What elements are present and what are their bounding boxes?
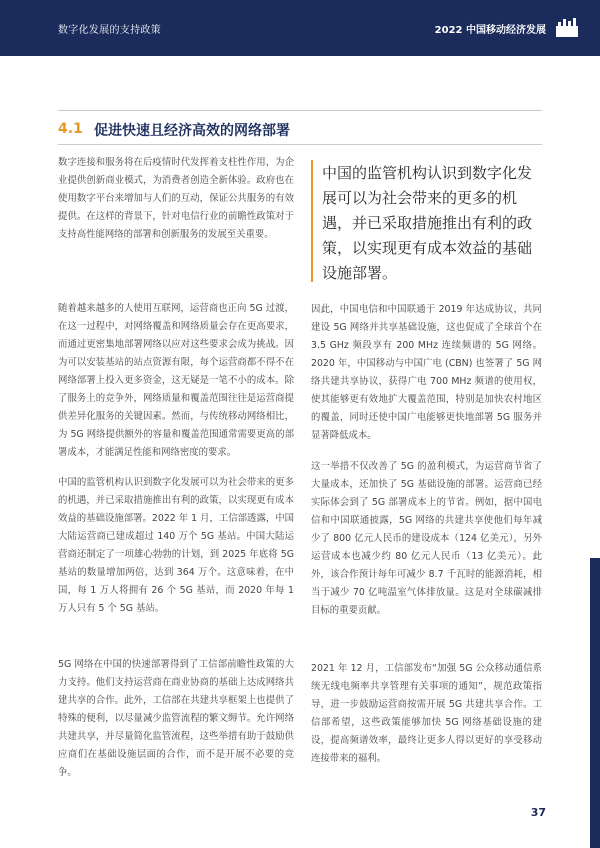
pull-quote-bar: [311, 160, 313, 282]
paragraph-left-4: 5G 网络在中国的快速部署得到了工信部前瞻性政策的大力支持。他们支持运营商在商业协商的基础上达成网络共建共享的合作。此外，工信部在共建共享框架上也提供了特殊的便利，以尽量减少监管流程的繁文缛节。允许网络共建共享，并尽量简化监管流程，这些举措有助于鼓励供应商们在基础设施层面的合作，而不是开展不必要的竞争。: [58, 659, 294, 778]
page-header: [0, 0, 600, 56]
divider: [58, 110, 542, 111]
gsma-logo-icon: [554, 14, 580, 40]
paragraph-right-2: 这一举措不仅改善了 5G 的盈利模式，为运营商节省了大量成本，还加快了 5G 基础设施的部署。运营商已经实际体会到了 5G 部署成本上的节省。例如，据中国电信和中国联通披露，5G 网络的共建共享使他们每年减少了 800 亿元人民币的建设成本（124 亿美元），另外运营成本也减少约 80 亿元人民币（13 亿美元）。此外，该合作预计每年可减少 8.7 千瓦时的能源消耗，相当于减少 70 亿吨温室气体排放量。这是对全球碳减排目标的重要贡献。: [311, 461, 542, 616]
paragraph-right-1: 因此，中国电信和中国联通于 2019 年达成协议，共同建设 5G 网络并共享基础设施，这也促成了全球首个在 3.5 GHz 频段享有 200 MHz 连续频谱的 5G 网络。2020 年，中国移动与中国广电 (CBN) 也签署了 5G 网络共建共享协议，获得广电 700 MHz 频谱的使用权，使其能够更有效地扩大覆盖范围，特别是加快农村地区的覆盖，同时还使中国广电能够更快地部署 5G 服务并显著降低成本。: [311, 304, 542, 441]
page-number: 37: [530, 806, 546, 819]
section-heading: 促进快速且经济高效的网络部署: [94, 123, 290, 139]
paragraph-right-3: 2021 年 12 月，工信部发布“加强 5G 公众移动通信系统无线电频率共享管理有关事项的通知”，规范政策指导，进一步鼓励运营商按需开展 5G 共建共享合作。工信部希望，这些政策能够加快 5G 网络基础设施的建设，提高频谱效率，最终让更多人得以更好的享受移动连接带来的福利。: [311, 663, 542, 764]
pull-quote: 中国的监管机构认识到数字化发展可以为社会带来的更多的机遇，并已采取措施推出有利的政策，以实现更有成本效益的基础设施部署。: [322, 164, 533, 282]
paragraph-left-2: 随着越来越多的人使用互联网，运营商也正向 5G 过渡，在这一过程中，对网络覆盖和网络质量会存在更高要求，而通过更密集地部署网络以应对这些要求会成为挑战。因为可以安装基站的站点资源有限，每个运营商都不得不在网络部署上投入更多资金，这无疑是一笔不小的成本。除了服务上的竞争外，网络质量和覆盖范围往往是运营商提供差异化服务的关键因素。然而，与传统移动网络相比，为 5G 网络提供额外的容量和覆盖范围通常需要更高的部署成本，才能满足性能和网络密度的要求。: [58, 303, 294, 458]
paragraph-left-1: 数字连接和服务将在后疫情时代发挥着支柱性作用，为企业提供创新商业模式，为消费者创造全新体验。政府也在使用数字平台来增加与人们的互动，保证公共服务的有效提供。在这样的背景下，针对电信行业的前瞻性政策对于支持高性能网络的部署和创新服务的发展至关重要。: [58, 157, 294, 240]
divider: [58, 144, 542, 145]
report-title: 2022 中国移动经济发展: [434, 25, 546, 36]
section-title: 数字化发展的支持政策: [58, 25, 161, 36]
side-tab: [590, 558, 600, 848]
section-number: 4.1: [58, 121, 83, 137]
paragraph-left-3: 中国的监管机构认识到数字化发展可以为社会带来的更多的机遇，并已采取措施推出有利的政策，以实现更有成本效益的基础设施部署。2022 年 1 月，工信部透露，中国大陆运营商已建成超过 140 万个 5G 基站。中国大陆运营商还制定了一项雄心勃勃的计划，到 2025 年底将 5G 基站的数量增加两倍，达到 364 万个。这意味着，在中国，每 1 万人将拥有 26 个 5G 基站，而 2020 年每 1 万人只有 5 个 5G 基站。: [58, 477, 294, 614]
